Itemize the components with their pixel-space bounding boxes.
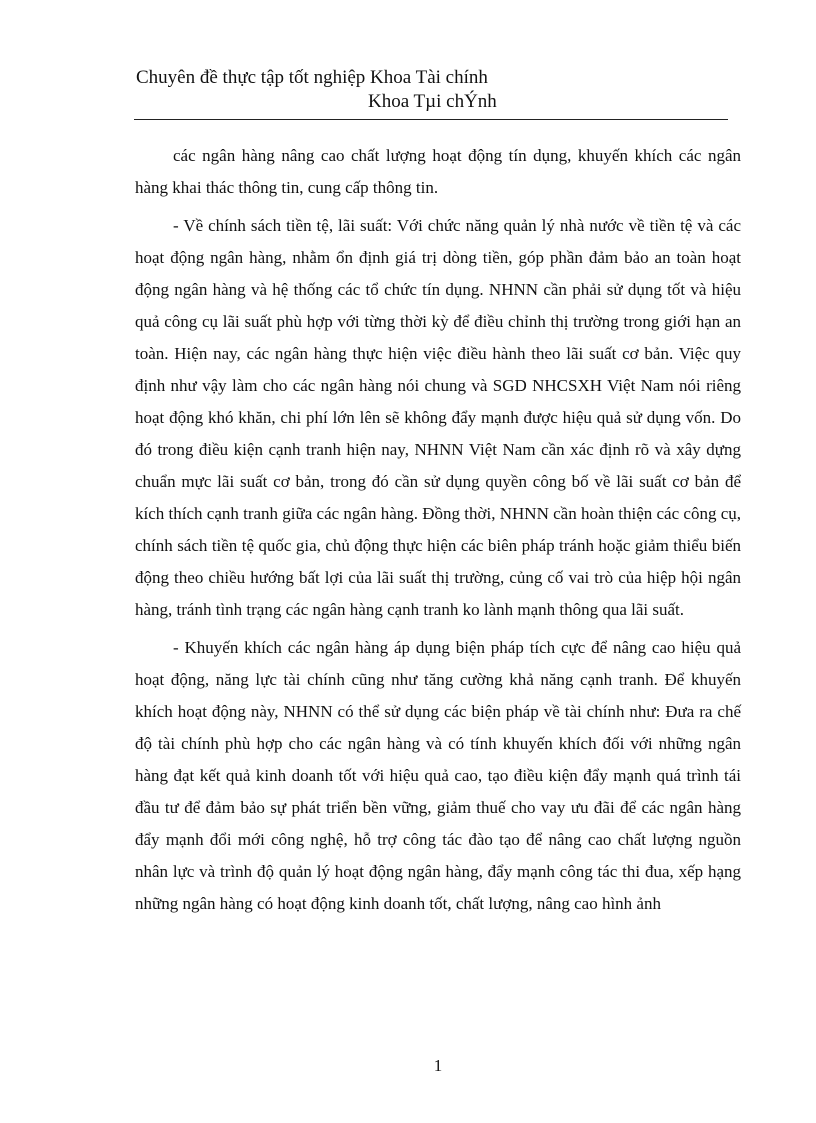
header-divider	[134, 119, 728, 120]
paragraph-continuation: các ngân hàng nâng cao chất lượng hoạt động tín dụng, khuyến khích các ngân hàng khai thác thông tin, cung cấp thông tin.	[135, 146, 741, 197]
page-number: 1	[433, 1056, 443, 1075]
paragraph-monetary-policy: - Về chính sách tiền tệ, lãi suất: Với chức năng quản lý nhà nước về tiền tệ và các hoạt động ngân hàng, nhằm ổn định giá trị dòng tiền, góp phần đảm bảo an toàn hoạt động ngân hàng và hệ thống các tổ chức tín dụng. NHNN cần phải sử dụng tốt và hiệu quả công cụ lãi suất phù hợp với từng thời kỳ để điều chỉnh thị trường trong giới hạn an toàn. Hiện nay, các ngân hàng thực hiện việc điều hành theo lãi suất cơ bản. Việc quy định như vậy làm cho các ngân hàng nói chung và SGD NHCSXH Việt Nam nói riêng hoạt động khó khăn, chi phí lớn lên sẽ không đẩy mạnh được hiệu quả sử dụng vốn. Do đó trong điều kiện cạnh tranh hiện nay, NHNN Việt Nam cần xác định rõ và xây dựng chuẩn mực lãi suất cơ bản, trong đó cần sử dụng quyền công bố về lãi suất cơ bản để kích thích cạnh tranh giữa các ngân hàng. Đồng thời, NHNN cần hoàn thiện các công cụ, chính sách tiền tệ quốc gia, chủ động thực hiện các biên pháp tránh hoặc giảm thiểu biến động theo chiều hướng bất lợi của lãi suất thị trường, củng cố vai trò của hiệp hội ngân hàng, tránh tình trạng các ngân hàng cạnh tranh ko lành mạnh thông qua lãi suất.	[135, 216, 741, 619]
header-title: Chuyên đề thực tập tốt nghiệp Khoa Tài chính	[136, 67, 488, 88]
document-body	[135, 140, 741, 926]
header-subtitle: Khoa Tµi chÝnh	[368, 91, 497, 112]
paragraph-encourage-banks: - Khuyến khích các ngân hàng áp dụng biện pháp tích cực để nâng cao hiệu quả hoạt động, năng lực tài chính cũng như tăng cường khả năng cạnh tranh. Để khuyến khích hoạt động này, NHNN có thể sử dụng các biện pháp về tài chính như: Đưa ra chế độ tài chính phù hợp cho các ngân hàng và có tính khuyến khích đối với những ngân hàng đạt kết quả kinh doanh tốt với hiệu quả cao, tạo điều kiện đẩy mạnh quá trình tái đầu tư để đảm bảo sự phát triển bền vững, giảm thuế cho vay ưu đãi để các ngân hàng đẩy mạnh đổi mới công nghệ, hỗ trợ công tác đào tạo để nâng cao chất lượng nguồn nhân lực và trình độ quản lý hoạt động ngân hàng, đẩy mạnh công tác thi đua, xếp hạng những ngân hàng có hoạt động kinh doanh tốt, chất lượng, nâng cao hình ảnh	[135, 638, 741, 913]
page-header	[136, 66, 736, 114]
